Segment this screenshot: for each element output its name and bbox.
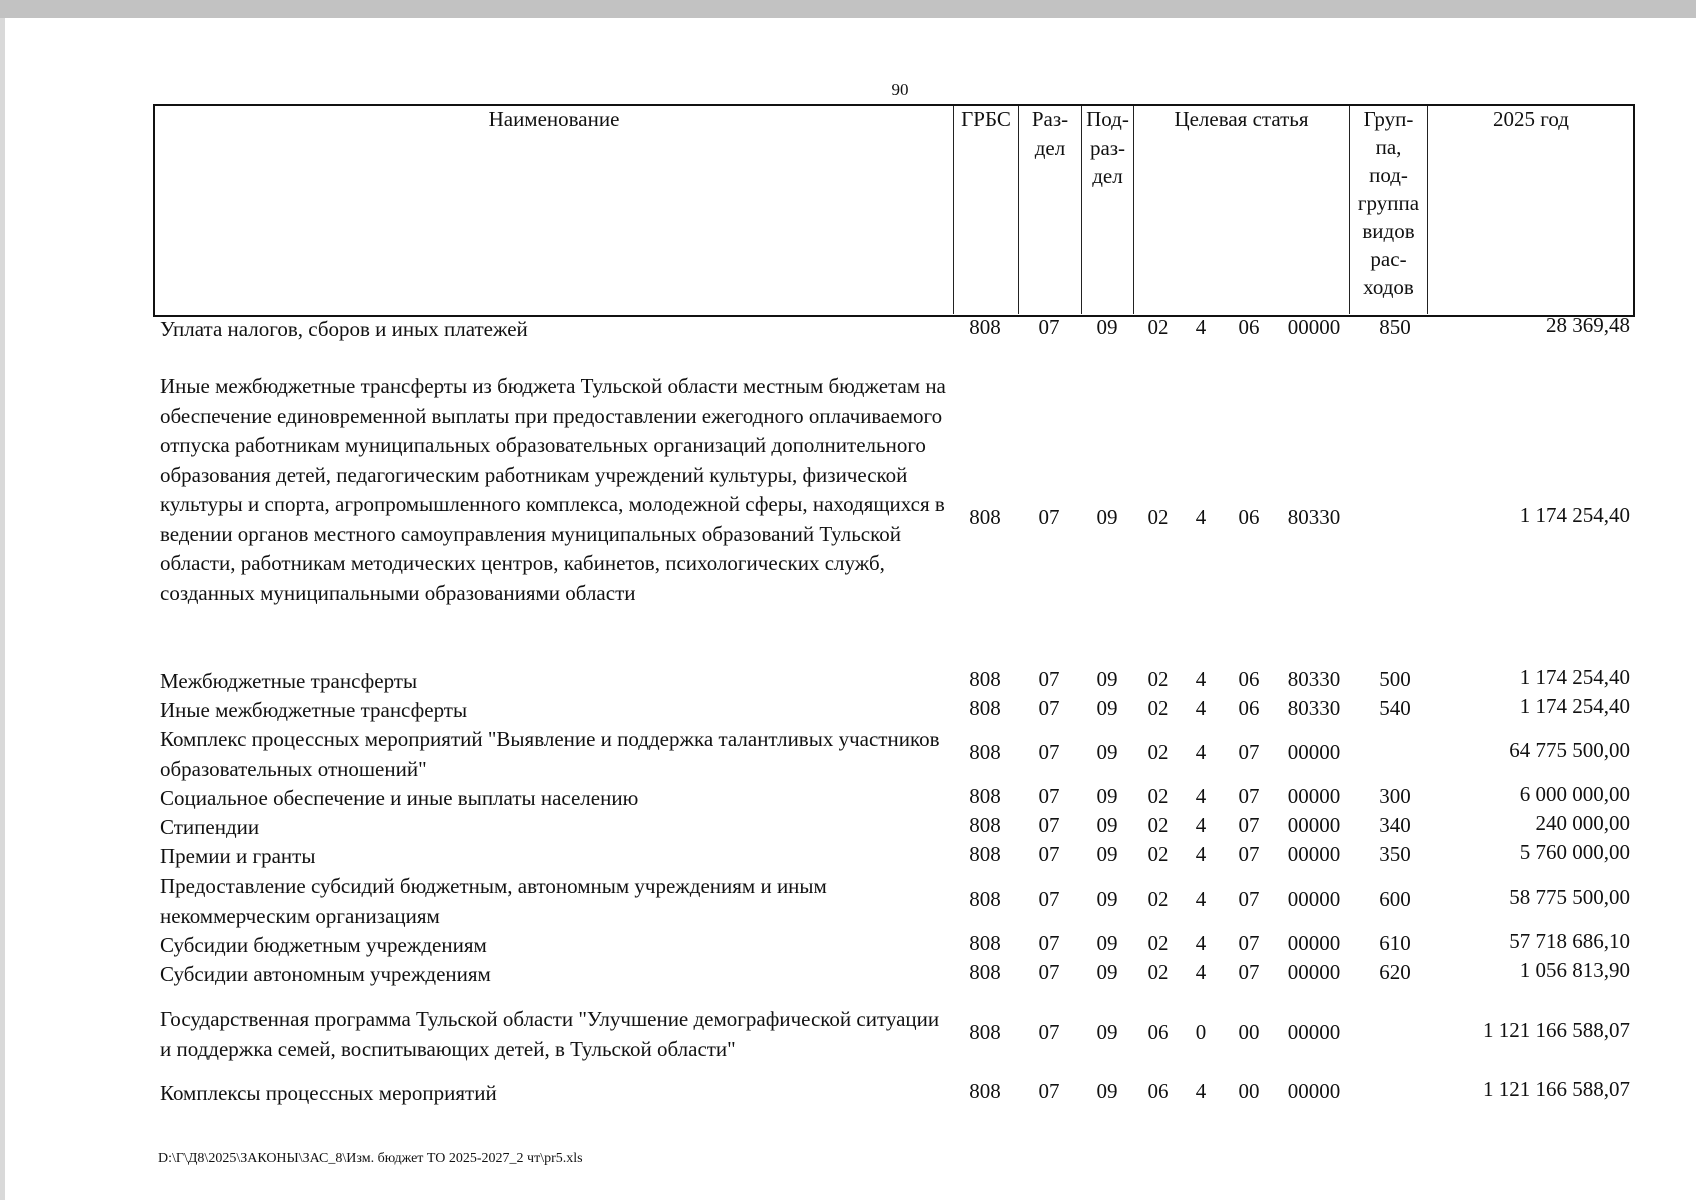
row-name: Премии и гранты — [160, 844, 316, 868]
row-cs3: 07 — [1238, 813, 1260, 837]
row-pr: 09 — [1096, 696, 1118, 720]
row-cs1: 02 — [1147, 813, 1169, 837]
row-name: Предоставление субсидий бюджетным, автономным учреждениям и иным некоммерческим организациям — [160, 874, 827, 928]
table-row — [0, 931, 1696, 960]
row-amount: 6 000 000,00 — [1519, 782, 1630, 806]
row-cs2: 4 — [1195, 667, 1207, 691]
row-cs4: 80330 — [1287, 667, 1341, 691]
row-cs4: 80330 — [1287, 505, 1341, 529]
header-razdel: Раз- дел — [1019, 104, 1082, 314]
table-row — [0, 784, 1696, 813]
row-amount: 64 775 500,00 — [1509, 738, 1630, 762]
row-cs1: 02 — [1147, 842, 1169, 866]
row-rz: 07 — [1038, 1079, 1060, 1103]
row-cs1: 02 — [1147, 505, 1169, 529]
row-vr: 620 — [1379, 960, 1411, 984]
row-pr: 09 — [1096, 784, 1118, 808]
row-cs2: 4 — [1195, 887, 1207, 911]
row-cs2: 4 — [1195, 696, 1207, 720]
row-pr: 09 — [1096, 931, 1118, 955]
row-cs3: 07 — [1238, 931, 1260, 955]
row-pr: 09 — [1096, 1079, 1118, 1103]
row-pr: 09 — [1096, 842, 1118, 866]
row-cs2: 4 — [1195, 784, 1207, 808]
row-pr: 09 — [1096, 740, 1118, 764]
row-name: Иные межбюджетные трансферты из бюджета Тульской области местным бюджетам на обеспечение единовременной выплаты при предоставлении ежегодного оплачиваемого отпуска работникам муниципальных образовательных организаций дополнительного образования детей, педагогическим работникам учреждений культуры, физической культуры и спорта, агропромышленного комплекса, молодежной сферы, находящихся в ведении органов местного самоуправления муниципальных образований Тульской области, работникам методических центров, кабинетов, психологических служб, созданных муниципальными образованиями области — [160, 374, 946, 605]
table-row — [0, 315, 1696, 344]
row-grbs: 808 — [969, 667, 1001, 691]
row-cs3: 07 — [1238, 887, 1260, 911]
row-cs4: 00000 — [1287, 960, 1341, 984]
row-cs2: 4 — [1195, 960, 1207, 984]
table-row — [0, 872, 1696, 931]
row-cs2: 0 — [1195, 1020, 1207, 1044]
row-cs4: 00000 — [1287, 842, 1341, 866]
row-cs4: 00000 — [1287, 315, 1341, 339]
row-cs3: 00 — [1238, 1079, 1260, 1103]
row-cs3: 06 — [1238, 696, 1260, 720]
table-row — [0, 667, 1696, 696]
footer-file-path: D:\Г\Д8\2025\ЗАКОНЫ\ЗАС_8\Изм. бюджет ТО 2025-2027_2 чт\pr5.xls — [158, 1151, 583, 1166]
row-name: Субсидии автономным учреждениям — [160, 962, 491, 986]
row-name: Стипендии — [160, 815, 260, 839]
row-grbs: 808 — [969, 842, 1001, 866]
row-rz: 07 — [1038, 315, 1060, 339]
row-cs2: 4 — [1195, 315, 1207, 339]
row-vr: 340 — [1379, 813, 1411, 837]
row-grbs: 808 — [969, 960, 1001, 984]
row-cs3: 07 — [1238, 784, 1260, 808]
row-rz: 07 — [1038, 505, 1060, 529]
row-cs4: 00000 — [1287, 740, 1341, 764]
row-grbs: 808 — [969, 315, 1001, 339]
row-vr: 850 — [1379, 315, 1411, 339]
header-podrazdel: Под- раз- дел — [1082, 104, 1134, 314]
row-cs1: 02 — [1147, 784, 1169, 808]
row-grbs: 808 — [969, 1020, 1001, 1044]
row-cs2: 4 — [1195, 505, 1207, 529]
row-cs3: 06 — [1238, 505, 1260, 529]
row-cs4: 00000 — [1287, 784, 1341, 808]
row-amount: 58 775 500,00 — [1509, 885, 1630, 909]
scan-border-top — [0, 0, 1696, 18]
row-grbs: 808 — [969, 813, 1001, 837]
row-cs3: 07 — [1238, 842, 1260, 866]
table-row — [0, 813, 1696, 842]
row-pr: 09 — [1096, 960, 1118, 984]
row-name: Социальное обеспечение и иные выплаты населению — [160, 786, 639, 810]
row-cs4: 00000 — [1287, 1020, 1341, 1044]
row-cs4: 00000 — [1287, 1079, 1341, 1103]
row-grbs: 808 — [969, 887, 1001, 911]
row-rz: 07 — [1038, 1020, 1060, 1044]
row-cs1: 06 — [1147, 1020, 1169, 1044]
row-pr: 09 — [1096, 505, 1118, 529]
row-cs1: 02 — [1147, 315, 1169, 339]
row-amount: 1 056 813,90 — [1519, 958, 1630, 982]
row-amount: 5 760 000,00 — [1519, 840, 1630, 864]
row-cs4: 80330 — [1287, 696, 1341, 720]
row-cs3: 07 — [1238, 960, 1260, 984]
row-name: Уплата налогов, сборов и иных платежей — [160, 317, 528, 341]
header-grbs: ГРБС — [954, 104, 1019, 314]
row-cs4: 00000 — [1287, 887, 1341, 911]
row-cs4: 00000 — [1287, 813, 1341, 837]
row-amount: 1 174 254,40 — [1519, 665, 1630, 689]
row-cs2: 4 — [1195, 813, 1207, 837]
row-name: Субсидии бюджетным учреждениям — [160, 933, 487, 957]
row-name: Комплекс процессных мероприятий "Выявление и поддержка талантливых участников образовательных отношений" — [160, 727, 940, 781]
row-grbs: 808 — [969, 931, 1001, 955]
row-cs1: 02 — [1147, 931, 1169, 955]
row-name: Государственная программа Тульской области "Улучшение демографической ситуации и поддержка семей, воспитывающих детей, в Тульской области" — [160, 1007, 940, 1061]
row-cs1: 02 — [1147, 887, 1169, 911]
row-grbs: 808 — [969, 1079, 1001, 1103]
row-pr: 09 — [1096, 667, 1118, 691]
row-cs1: 02 — [1147, 696, 1169, 720]
row-cs3: 00 — [1238, 1020, 1260, 1044]
row-pr: 09 — [1096, 813, 1118, 837]
row-amount: 57 718 686,10 — [1509, 929, 1630, 953]
row-amount: 240 000,00 — [1535, 811, 1630, 835]
table-row — [0, 372, 1696, 668]
row-rz: 07 — [1038, 696, 1060, 720]
row-cs1: 02 — [1147, 740, 1169, 764]
table-row — [0, 696, 1696, 725]
row-pr: 09 — [1096, 887, 1118, 911]
row-rz: 07 — [1038, 740, 1060, 764]
table-row — [0, 842, 1696, 871]
row-amount: 1 174 254,40 — [1519, 503, 1630, 527]
header-name: Наименование — [155, 104, 954, 314]
row-cs2: 4 — [1195, 740, 1207, 764]
row-cs1: 02 — [1147, 667, 1169, 691]
row-rz: 07 — [1038, 667, 1060, 691]
row-amount: 28 369,48 — [1546, 313, 1630, 337]
row-cs2: 4 — [1195, 931, 1207, 955]
row-cs2: 4 — [1195, 842, 1207, 866]
row-rz: 07 — [1038, 960, 1060, 984]
header-gruppa: Груп- па, под- группа видов рас- ходов — [1350, 104, 1428, 314]
table-row — [0, 1079, 1696, 1108]
row-rz: 07 — [1038, 842, 1060, 866]
row-vr: 600 — [1379, 887, 1411, 911]
row-name: Межбюджетные трансферты — [160, 669, 418, 693]
row-rz: 07 — [1038, 813, 1060, 837]
row-amount: 1 174 254,40 — [1519, 694, 1630, 718]
row-name: Комплексы процессных мероприятий — [160, 1081, 497, 1105]
row-grbs: 808 — [969, 696, 1001, 720]
row-amount: 1 121 166 588,07 — [1483, 1018, 1630, 1042]
row-grbs: 808 — [969, 505, 1001, 529]
row-rz: 07 — [1038, 784, 1060, 808]
row-cs1: 02 — [1147, 960, 1169, 984]
row-amount: 1 121 166 588,07 — [1483, 1077, 1630, 1101]
page-number: 90 — [891, 80, 909, 99]
header-year: 2025 год — [1428, 104, 1635, 314]
table-header — [154, 104, 1635, 314]
row-cs1: 06 — [1147, 1079, 1169, 1103]
row-grbs: 808 — [969, 784, 1001, 808]
header-celevaya-statya: Целевая статья — [1134, 104, 1350, 314]
row-vr: 610 — [1379, 931, 1411, 955]
row-cs3: 07 — [1238, 740, 1260, 764]
row-rz: 07 — [1038, 887, 1060, 911]
row-cs3: 06 — [1238, 667, 1260, 691]
row-grbs: 808 — [969, 740, 1001, 764]
row-name: Иные межбюджетные трансферты — [160, 698, 468, 722]
row-vr: 540 — [1379, 696, 1411, 720]
row-cs4: 00000 — [1287, 931, 1341, 955]
row-pr: 09 — [1096, 1020, 1118, 1044]
row-vr: 500 — [1379, 667, 1411, 691]
row-vr: 350 — [1379, 842, 1411, 866]
row-vr: 300 — [1379, 784, 1411, 808]
table-row — [0, 960, 1696, 989]
row-rz: 07 — [1038, 931, 1060, 955]
table-row — [0, 725, 1696, 784]
row-cs3: 06 — [1238, 315, 1260, 339]
table-row — [0, 1005, 1696, 1064]
row-cs2: 4 — [1195, 1079, 1207, 1103]
row-pr: 09 — [1096, 315, 1118, 339]
